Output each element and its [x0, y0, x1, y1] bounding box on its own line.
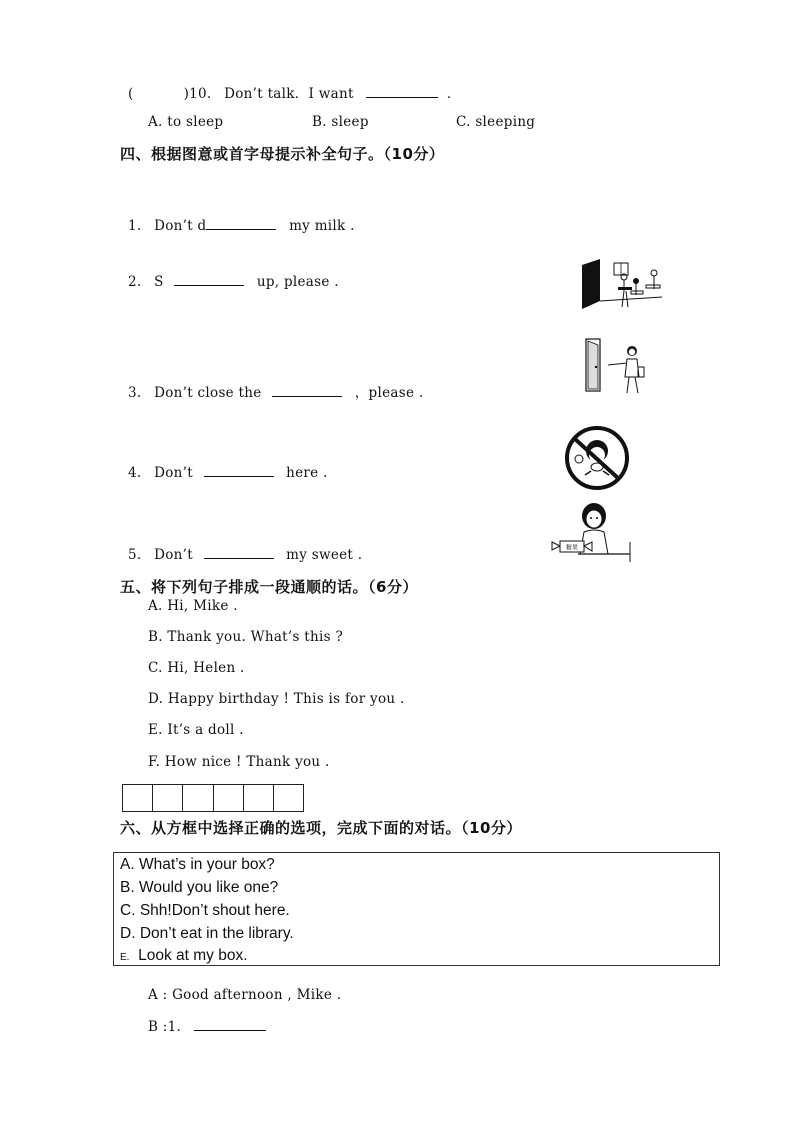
- section-4-heading: 四、根据图意或首字母提示补全句子。（10分）: [120, 145, 445, 163]
- speaker: A :: [148, 987, 168, 1003]
- option-b: B. sleep: [312, 114, 369, 130]
- item-after: my milk .: [289, 218, 355, 234]
- dialogue-text: Good afternoon , Mike .: [172, 987, 342, 1003]
- s4-item-2: [128, 273, 339, 290]
- item-after: ，please .: [354, 385, 424, 401]
- dialogue-text: 1.: [167, 1019, 182, 1035]
- classroom-illustration: [578, 255, 664, 313]
- item-after: my sweet .: [286, 547, 363, 563]
- item-number: 1.: [128, 218, 142, 234]
- s4-item-5: [128, 546, 362, 563]
- answer-blank[interactable]: [204, 464, 274, 477]
- option-letter: E.: [120, 952, 130, 963]
- section-6-heading: 六、从方框中选择正确的选项，完成下面的对话。（10分）: [120, 819, 522, 837]
- item-before: Don’t close the: [154, 385, 262, 401]
- option-letter: C.: [120, 902, 136, 919]
- s5-sentence-c: C. Hi, Helen .: [148, 660, 245, 676]
- question-end: ．: [446, 86, 461, 102]
- item-before: Don’t: [154, 547, 193, 563]
- order-box[interactable]: [214, 785, 244, 811]
- answer-blank[interactable]: [206, 217, 276, 230]
- door-illustration: [582, 337, 648, 397]
- dialogue-line-1: [148, 987, 341, 1003]
- options-box: [113, 852, 720, 966]
- item-number: 5.: [128, 547, 142, 563]
- section-5-heading: 五、将下列句子排成一段通顺的话。（6分）: [120, 578, 418, 596]
- option-a: A. to sleep: [148, 114, 224, 130]
- question-10: [128, 82, 461, 102]
- option-letter: A.: [120, 856, 135, 873]
- order-box[interactable]: [153, 785, 183, 811]
- order-box[interactable]: [274, 785, 303, 811]
- s5-sentence-e: E. It’s a doll .: [148, 722, 244, 738]
- box-option-a: [120, 856, 275, 874]
- item-after: up, please .: [256, 274, 339, 290]
- item-after: here .: [286, 465, 328, 481]
- item-before: Don’t d: [154, 218, 207, 234]
- answer-blank[interactable]: [272, 384, 342, 397]
- item-before: Don’t: [154, 465, 193, 481]
- answer-blank[interactable]: [366, 85, 438, 98]
- answer-blank[interactable]: [204, 546, 274, 559]
- order-box[interactable]: [183, 785, 213, 811]
- option-text: Don’t eat in the library.: [139, 925, 294, 942]
- option-letter: B.: [120, 879, 135, 896]
- question-number: 10.: [189, 86, 212, 102]
- item-number: 4.: [128, 465, 142, 481]
- answer-blank[interactable]: [194, 1018, 266, 1031]
- option-letter: D.: [120, 925, 136, 942]
- sweet-label: 糖果: [565, 544, 579, 552]
- item-number: 3.: [128, 385, 142, 401]
- s4-item-4: [128, 464, 328, 481]
- girl-eating-sweet-illustration: [548, 498, 632, 568]
- s5-sentence-b: B. Thank you. What’s this ?: [148, 629, 343, 645]
- order-box[interactable]: [123, 785, 153, 811]
- s5-sentence-d: D. Happy birthday ! This is for you .: [148, 691, 405, 707]
- dialogue-line-2: [148, 1018, 266, 1035]
- box-option-e: [120, 947, 248, 965]
- option-text: Shh!Don’t shout here.: [139, 902, 290, 919]
- item-number: 2.: [128, 274, 142, 290]
- item-before: S: [154, 274, 164, 290]
- order-box[interactable]: [244, 785, 274, 811]
- option-text: What’s in your box?: [138, 856, 275, 873]
- box-option-b: [120, 879, 278, 897]
- answer-paren-close: ): [183, 86, 190, 102]
- answer-blank[interactable]: [174, 273, 244, 286]
- s4-item-1: [128, 217, 355, 234]
- box-option-d: [120, 925, 294, 943]
- no-shout-sign-icon: [559, 425, 635, 491]
- s5-sentence-f: F. How nice ! Thank you .: [148, 754, 330, 770]
- s4-item-3: [128, 381, 423, 401]
- order-answer-boxes: [122, 784, 304, 812]
- speaker: B :: [148, 1019, 168, 1035]
- question-text: Don’t talk．I want: [224, 86, 354, 102]
- s5-sentence-a: A. Hi, Mike .: [148, 598, 238, 614]
- box-option-c: [120, 902, 290, 920]
- option-c: C. sleeping: [456, 114, 536, 130]
- option-text: Look at my box.: [138, 947, 248, 964]
- answer-paren-open: (: [128, 86, 134, 102]
- option-text: Would you like one?: [138, 879, 279, 896]
